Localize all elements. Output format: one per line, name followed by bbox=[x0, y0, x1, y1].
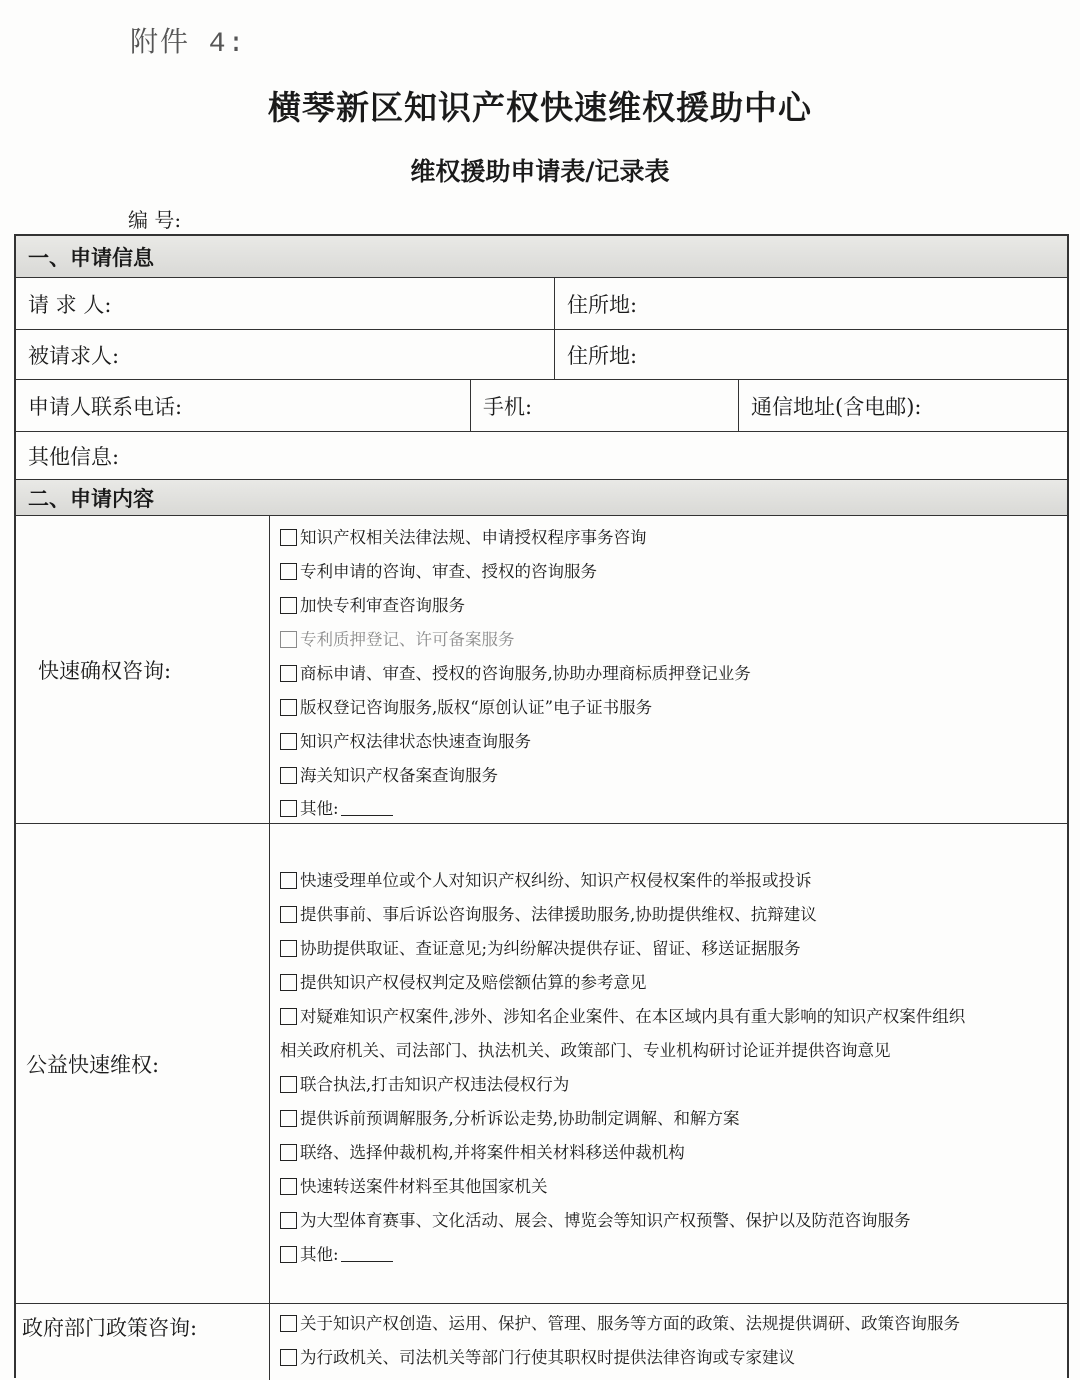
checkbox-icon bbox=[280, 1110, 297, 1127]
checkbox-icon bbox=[280, 1246, 297, 1263]
option-checkbox[interactable] bbox=[280, 594, 1055, 618]
option-label: 提供事前、事后诉讼咨询服务、法律援助服务,协助提供维权、抗辩建议 bbox=[300, 905, 817, 924]
checkbox-icon bbox=[280, 906, 297, 923]
checkbox-icon bbox=[280, 733, 297, 750]
other-info-row bbox=[16, 432, 1067, 480]
checkbox-icon bbox=[280, 1076, 297, 1093]
mail-address-field[interactable] bbox=[738, 380, 1067, 431]
attachment-label: 附件 4: bbox=[130, 29, 247, 60]
option-checkbox[interactable] bbox=[280, 903, 1055, 927]
checkbox-icon bbox=[280, 699, 297, 716]
options-list bbox=[269, 1304, 1067, 1380]
option-checkbox[interactable] bbox=[280, 971, 1055, 995]
option-label: 关于知识产权创造、运用、保护、管理、服务等方面的政策、法规提供调研、政策咨询服务 bbox=[300, 1314, 960, 1333]
option-checkbox[interactable] bbox=[280, 937, 1055, 961]
requester-address-label: 住所地: bbox=[567, 292, 638, 317]
requester-address-field[interactable] bbox=[554, 278, 1067, 329]
group-label: 政府部门政策咨询: bbox=[22, 1316, 198, 1340]
option-label: 其他: bbox=[300, 799, 339, 818]
option-label: 协助提供取证、查证意见;为纠纷解决提供存证、留证、移送证据服务 bbox=[300, 939, 801, 958]
other-blank-line[interactable] bbox=[341, 1261, 393, 1262]
other-blank-line[interactable] bbox=[341, 815, 393, 816]
option-checkbox-other[interactable] bbox=[280, 797, 1055, 821]
checkbox-icon bbox=[280, 940, 297, 957]
checkbox-icon bbox=[280, 597, 297, 614]
option-checkbox[interactable] bbox=[280, 628, 1055, 652]
checkbox-icon bbox=[280, 529, 297, 546]
page-title: 横琴新区知识产权快速维权援助中心 bbox=[268, 88, 812, 127]
option-continuation-text: 相关政府机关、司法部门、执法机关、政策部门、专业机构研讨论证并提供咨询意见 bbox=[280, 1041, 891, 1060]
checkbox-icon bbox=[280, 1008, 297, 1025]
mail-address-label: 通信地址(含电邮): bbox=[751, 394, 922, 419]
option-label: 对疑难知识产权案件,涉外、涉知名企业案件、在本区域内具有重大影响的知识产权案件组织 bbox=[300, 1007, 966, 1026]
option-checkbox[interactable] bbox=[280, 1141, 1055, 1165]
option-label: 加快专利审查咨询服务 bbox=[300, 596, 465, 615]
option-label: 版权登记咨询服务,版权“原创认证”电子证书服务 bbox=[300, 698, 653, 717]
group-public-rights-protection bbox=[16, 824, 1067, 1304]
application-form bbox=[14, 234, 1069, 1378]
option-label: 联络、选择仲裁机构,并将案件相关材料移送仲裁机构 bbox=[300, 1143, 685, 1162]
option-label: 专利申请的咨询、审查、授权的咨询服务 bbox=[300, 562, 597, 581]
option-label: 快速转送案件材料至其他国家机关 bbox=[300, 1177, 548, 1196]
form-number-label: 编 号: bbox=[128, 208, 182, 232]
requester-row bbox=[16, 278, 1067, 330]
group-government-policy-consulting bbox=[16, 1304, 1067, 1380]
option-label: 为大型体育赛事、文化活动、展会、博览会等知识产权预警、保护以及防范咨询服务 bbox=[300, 1211, 911, 1230]
option-checkbox[interactable] bbox=[280, 526, 1055, 550]
option-label: 知识产权法律状态快速查询服务 bbox=[300, 732, 531, 751]
respondent-field[interactable] bbox=[16, 330, 554, 379]
checkbox-icon bbox=[280, 1315, 297, 1332]
option-checkbox[interactable] bbox=[280, 730, 1055, 754]
checkbox-icon bbox=[280, 665, 297, 682]
mobile-field[interactable] bbox=[470, 380, 738, 431]
group-rapid-rights-confirmation bbox=[16, 516, 1067, 824]
checkbox-icon bbox=[280, 1144, 297, 1161]
option-label: 提供诉前预调解服务,分析诉讼走势,协助制定调解、和解方案 bbox=[300, 1109, 740, 1128]
option-checkbox-other[interactable] bbox=[280, 1243, 1055, 1267]
checkbox-icon bbox=[280, 767, 297, 784]
form-subtitle: 维权援助申请表/记录表 bbox=[410, 157, 670, 186]
option-checkbox[interactable] bbox=[280, 1107, 1055, 1131]
checkbox-icon bbox=[280, 1349, 297, 1366]
option-checkbox[interactable] bbox=[280, 764, 1055, 788]
group-label: 公益快速维权: bbox=[26, 1052, 160, 1077]
contact-row bbox=[16, 380, 1067, 432]
checkbox-icon bbox=[280, 974, 297, 991]
option-label: 知识产权相关法律法规、申请授权程序事务咨询 bbox=[300, 528, 647, 547]
requester-field[interactable] bbox=[16, 278, 554, 329]
option-checkbox[interactable] bbox=[280, 560, 1055, 584]
option-label: 专利质押登记、许可备案服务 bbox=[300, 630, 515, 649]
options-list bbox=[269, 516, 1067, 823]
checkbox-icon bbox=[280, 631, 297, 648]
option-checkbox[interactable] bbox=[280, 696, 1055, 720]
option-label: 提供知识产权侵权判定及赔偿额估算的参考意见 bbox=[300, 973, 647, 992]
checkbox-icon bbox=[280, 800, 297, 817]
option-label: 其他: bbox=[300, 1245, 339, 1264]
option-checkbox[interactable] bbox=[280, 1312, 1055, 1336]
option-label: 为行政机关、司法机关等部门行使其职权时提供法律咨询或专家建议 bbox=[300, 1348, 795, 1367]
section-heading-application-content: 二、申请内容 bbox=[16, 480, 1067, 516]
other-info-label: 其他信息: bbox=[28, 444, 120, 469]
respondent-label: 被请求人: bbox=[28, 343, 120, 368]
section-heading-application-info: 一、申请信息 bbox=[16, 236, 1067, 278]
option-label: 快速受理单位或个人对知识产权纠纷、知识产权侵权案件的举报或投诉 bbox=[300, 871, 812, 890]
option-checkbox[interactable] bbox=[280, 1209, 1055, 1233]
requester-label: 请 求 人: bbox=[28, 292, 112, 317]
option-checkbox[interactable] bbox=[280, 1005, 1055, 1029]
respondent-address-field[interactable] bbox=[554, 330, 1067, 379]
respondent-row bbox=[16, 330, 1067, 380]
respondent-address-label: 住所地: bbox=[567, 343, 638, 368]
checkbox-icon bbox=[280, 1212, 297, 1229]
other-info-field[interactable] bbox=[16, 432, 1067, 479]
option-checkbox[interactable] bbox=[280, 1175, 1055, 1199]
phone-label: 申请人联系电话: bbox=[28, 394, 183, 419]
option-checkbox[interactable] bbox=[280, 869, 1055, 893]
options-list bbox=[269, 824, 1067, 1303]
option-label: 海关知识产权备案查询服务 bbox=[300, 766, 498, 785]
checkbox-icon bbox=[280, 1178, 297, 1195]
phone-field[interactable] bbox=[16, 380, 470, 431]
group-label: 快速确权咨询: bbox=[38, 658, 172, 683]
checkbox-icon bbox=[280, 872, 297, 889]
option-label: 商标申请、审查、授权的咨询服务,协助办理商标质押登记业务 bbox=[300, 664, 751, 683]
checkbox-icon bbox=[280, 563, 297, 580]
option-label: 联合执法,打击知识产权违法侵权行为 bbox=[300, 1075, 570, 1094]
option-checkbox[interactable] bbox=[280, 1073, 1055, 1097]
option-checkbox[interactable] bbox=[280, 662, 1055, 686]
option-checkbox[interactable] bbox=[280, 1346, 1055, 1370]
mobile-label: 手机: bbox=[483, 394, 533, 419]
